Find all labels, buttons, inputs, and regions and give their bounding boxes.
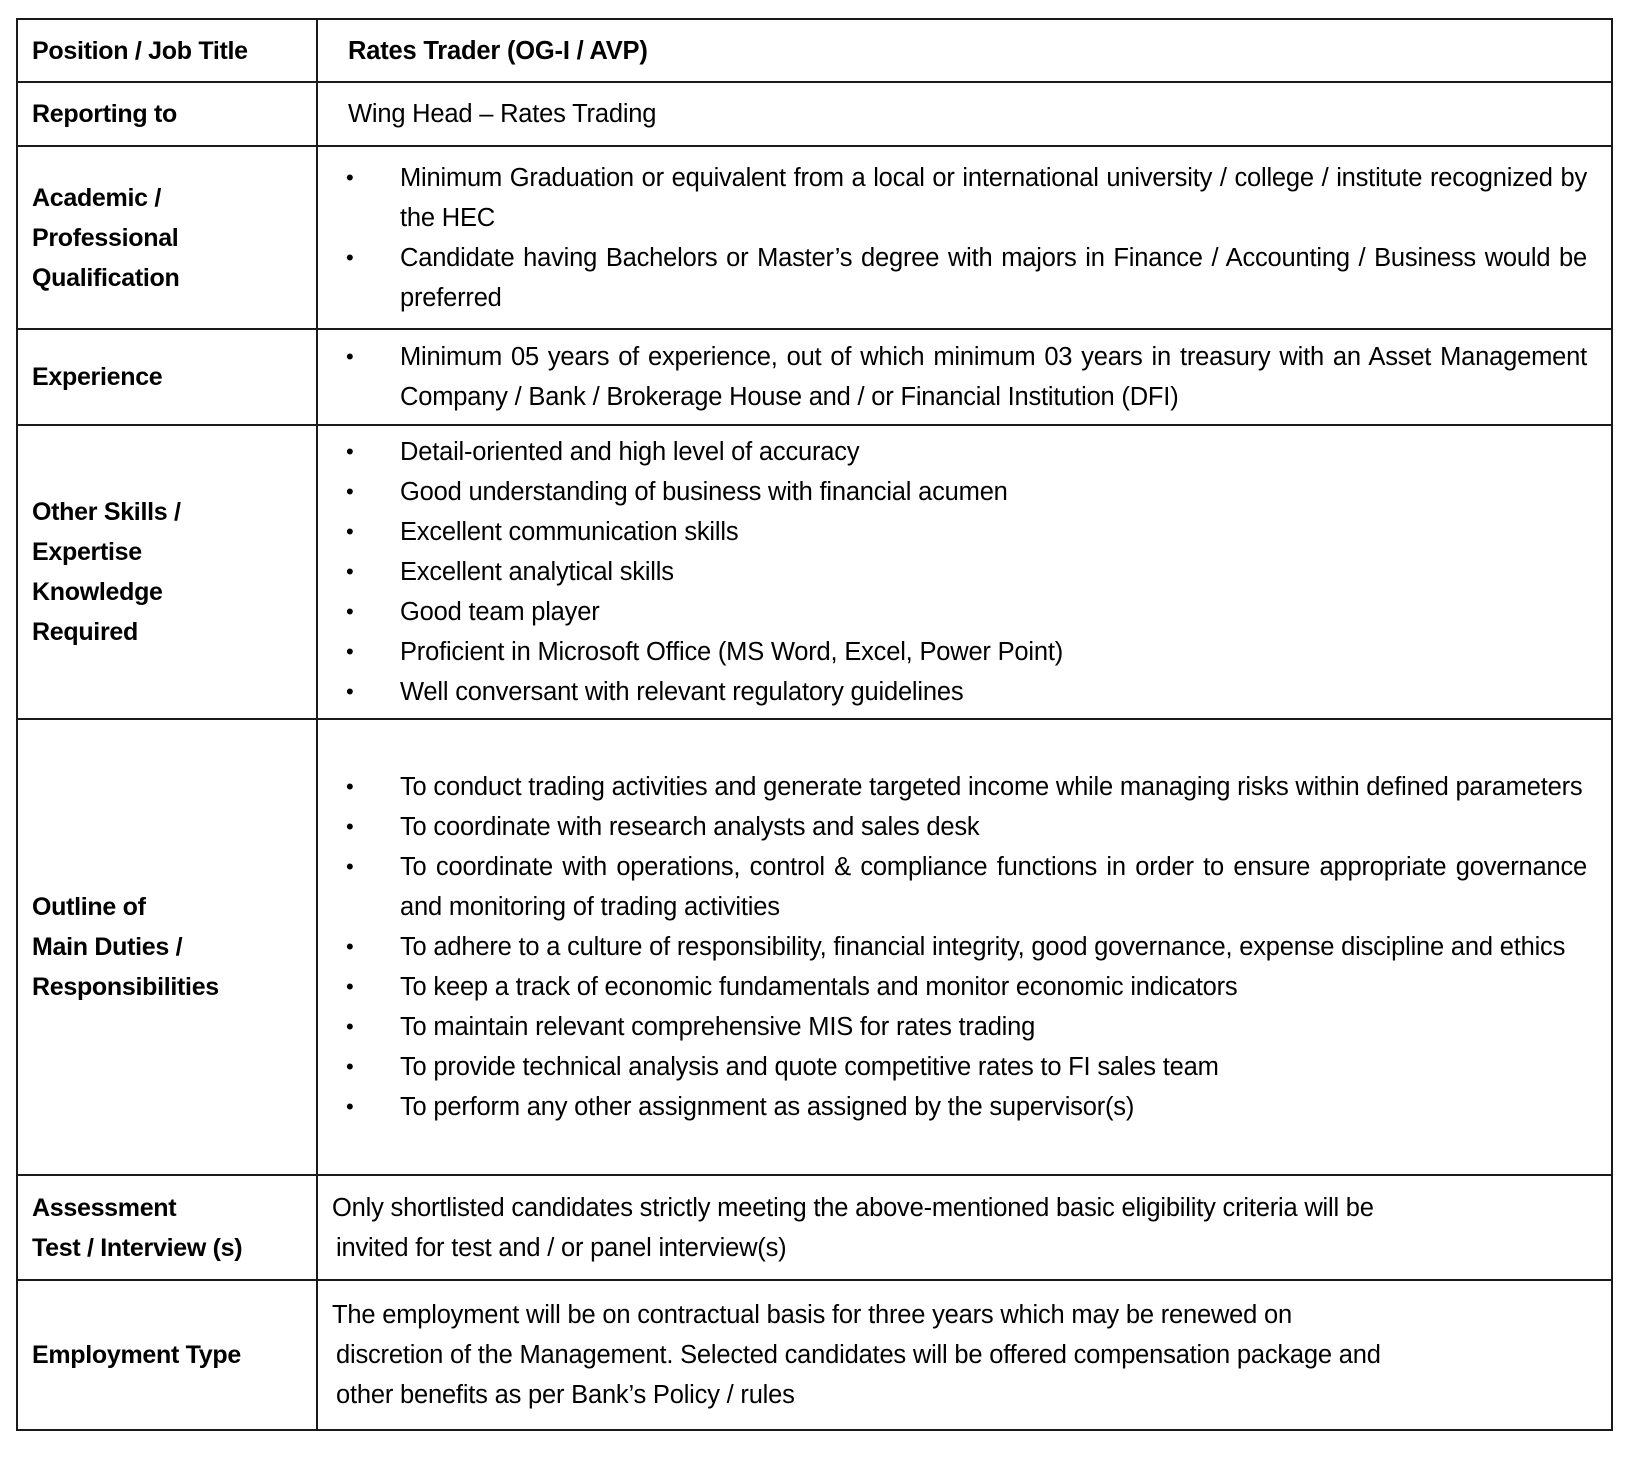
label-line: Other Skills /	[32, 498, 181, 526]
bullet-icon: •	[346, 679, 354, 704]
label-line: Main Duties /	[32, 933, 183, 961]
value-assessment	[317, 1175, 1612, 1280]
list-item-text: To keep a track of economic fundamentals and monitor economic indicators	[400, 973, 1238, 1001]
bullet-icon: •	[346, 479, 354, 504]
value-position: Rates Trader (OG-I / AVP)	[317, 19, 1612, 82]
value-duties	[317, 719, 1612, 1175]
list-item-text: Well conversant with relevant regulatory guidelines	[400, 678, 964, 706]
row-skills	[17, 425, 1612, 719]
list-item-text: To coordinate with research analysts and sales desk	[400, 813, 980, 841]
bullet-icon: •	[346, 814, 354, 839]
list-item	[332, 672, 1587, 712]
list-item-text: To provide technical analysis and quote competitive rates to FI sales team	[400, 1053, 1219, 1081]
list-item-text: To perform any other assignment as assigned by the supervisor(s)	[400, 1093, 1135, 1121]
paragraph-line: Only shortlisted candidates strictly meeting the above-mentioned basic eligibility criteria will be	[332, 1193, 1374, 1222]
paragraph-line: The employment will be on contractual basis for three years which may be renewed on	[332, 1301, 1292, 1329]
label-line: Test / Interview (s)	[32, 1233, 243, 1262]
row-reporting	[17, 82, 1612, 146]
list-item	[332, 552, 1587, 592]
value-experience	[317, 329, 1612, 425]
label-line: Professional	[32, 223, 179, 252]
bullet-icon: •	[346, 774, 354, 799]
value-qualification	[317, 146, 1612, 329]
label-duties	[17, 719, 317, 1175]
bullet-icon: •	[346, 344, 354, 369]
bullet-icon: •	[346, 639, 354, 664]
list-item-text: Minimum Graduation or equivalent from a local or international university / college / institute recognized by the HEC	[400, 163, 1587, 232]
list-item	[332, 472, 1587, 512]
list-item-text: Proficient in Microsoft Office (MS Word, Excel, Power Point)	[400, 638, 1064, 666]
list-item	[332, 927, 1587, 967]
value-skills	[317, 425, 1612, 719]
experience-list	[332, 337, 1587, 417]
row-qualification	[17, 146, 1612, 329]
list-item	[332, 967, 1587, 1007]
label-line: Outline of	[32, 893, 146, 921]
paragraph-line: discretion of the Management. Selected candidates will be offered compensation package and	[336, 1341, 1381, 1369]
duties-list	[332, 767, 1587, 1127]
label-line: Knowledge	[32, 578, 163, 606]
list-item-text: Good understanding of business with financial acumen	[400, 478, 1008, 506]
label-qualification	[17, 146, 317, 329]
list-item	[332, 337, 1587, 417]
bullet-icon: •	[346, 599, 354, 624]
list-item-text: To maintain relevant comprehensive MIS for rates trading	[400, 1013, 1036, 1041]
label-skills	[17, 425, 317, 719]
label-assessment	[17, 1175, 317, 1280]
paragraph-line: invited for test and / or panel interview(s)	[336, 1233, 787, 1262]
row-duties	[17, 719, 1612, 1175]
row-assessment	[17, 1175, 1612, 1280]
label-experience: Experience	[17, 329, 317, 425]
job-description-table	[16, 18, 1613, 1431]
label-position: Position / Job Title	[17, 19, 317, 82]
bullet-icon: •	[346, 559, 354, 584]
list-item	[332, 1007, 1587, 1047]
bullet-icon: •	[346, 164, 354, 190]
bullet-icon: •	[346, 519, 354, 544]
list-item	[332, 807, 1587, 847]
list-item	[332, 847, 1587, 927]
bullet-icon: •	[346, 1054, 354, 1079]
list-item	[332, 158, 1587, 238]
bullet-icon: •	[346, 1094, 354, 1119]
list-item	[332, 1087, 1587, 1127]
list-item-text: Excellent analytical skills	[400, 558, 674, 586]
label-line: Qualification	[32, 263, 180, 292]
list-item	[332, 632, 1587, 672]
list-item	[332, 592, 1587, 632]
value-employment-type	[317, 1280, 1612, 1430]
bullet-icon: •	[346, 244, 354, 270]
list-item	[332, 432, 1587, 472]
label-line: Required	[32, 618, 138, 646]
bullet-icon: •	[346, 854, 354, 879]
row-position	[17, 19, 1612, 82]
list-item	[332, 238, 1587, 318]
bullet-icon: •	[346, 439, 354, 464]
list-item-text: Detail-oriented and high level of accuracy	[400, 438, 860, 466]
row-employment-type	[17, 1280, 1612, 1430]
qualification-list	[332, 158, 1587, 318]
list-item-text: To coordinate with operations, control & compliance functions in order to ensure appropriate governance and monitoring of trading activities	[400, 853, 1587, 921]
list-item	[332, 512, 1587, 552]
bullet-icon: •	[346, 974, 354, 999]
label-reporting: Reporting to	[17, 82, 317, 146]
label-line: Assessment	[32, 1193, 177, 1222]
bullet-icon: •	[346, 934, 354, 959]
value-reporting: Wing Head – Rates Trading	[317, 82, 1612, 146]
label-employment-type: Employment Type	[17, 1280, 317, 1430]
paragraph-line: other benefits as per Bank’s Policy / rules	[336, 1381, 795, 1409]
list-item-text: Excellent communication skills	[400, 518, 739, 546]
label-line: Academic /	[32, 183, 162, 212]
list-item	[332, 1047, 1587, 1087]
bullet-icon: •	[346, 1014, 354, 1039]
row-experience	[17, 329, 1612, 425]
label-line: Expertise	[32, 538, 142, 566]
label-line: Responsibilities	[32, 973, 219, 1001]
list-item-text: Minimum 05 years of experience, out of which minimum 03 years in treasury with an Asset Management Company / Bank / Brokerage House and / or Financial Institution (DFI)	[400, 343, 1587, 411]
list-item-text: Candidate having Bachelors or Master’s degree with majors in Finance / Accounting / Business would be preferred	[400, 243, 1587, 312]
list-item-text: To conduct trading activities and generate targeted income while managing risks within defined parameters	[400, 773, 1583, 801]
list-item-text: Good team player	[400, 598, 600, 626]
list-item	[332, 767, 1587, 807]
skills-list	[332, 432, 1587, 712]
list-item-text: To adhere to a culture of responsibility, financial integrity, good governance, expense discipline and ethics	[400, 933, 1566, 961]
